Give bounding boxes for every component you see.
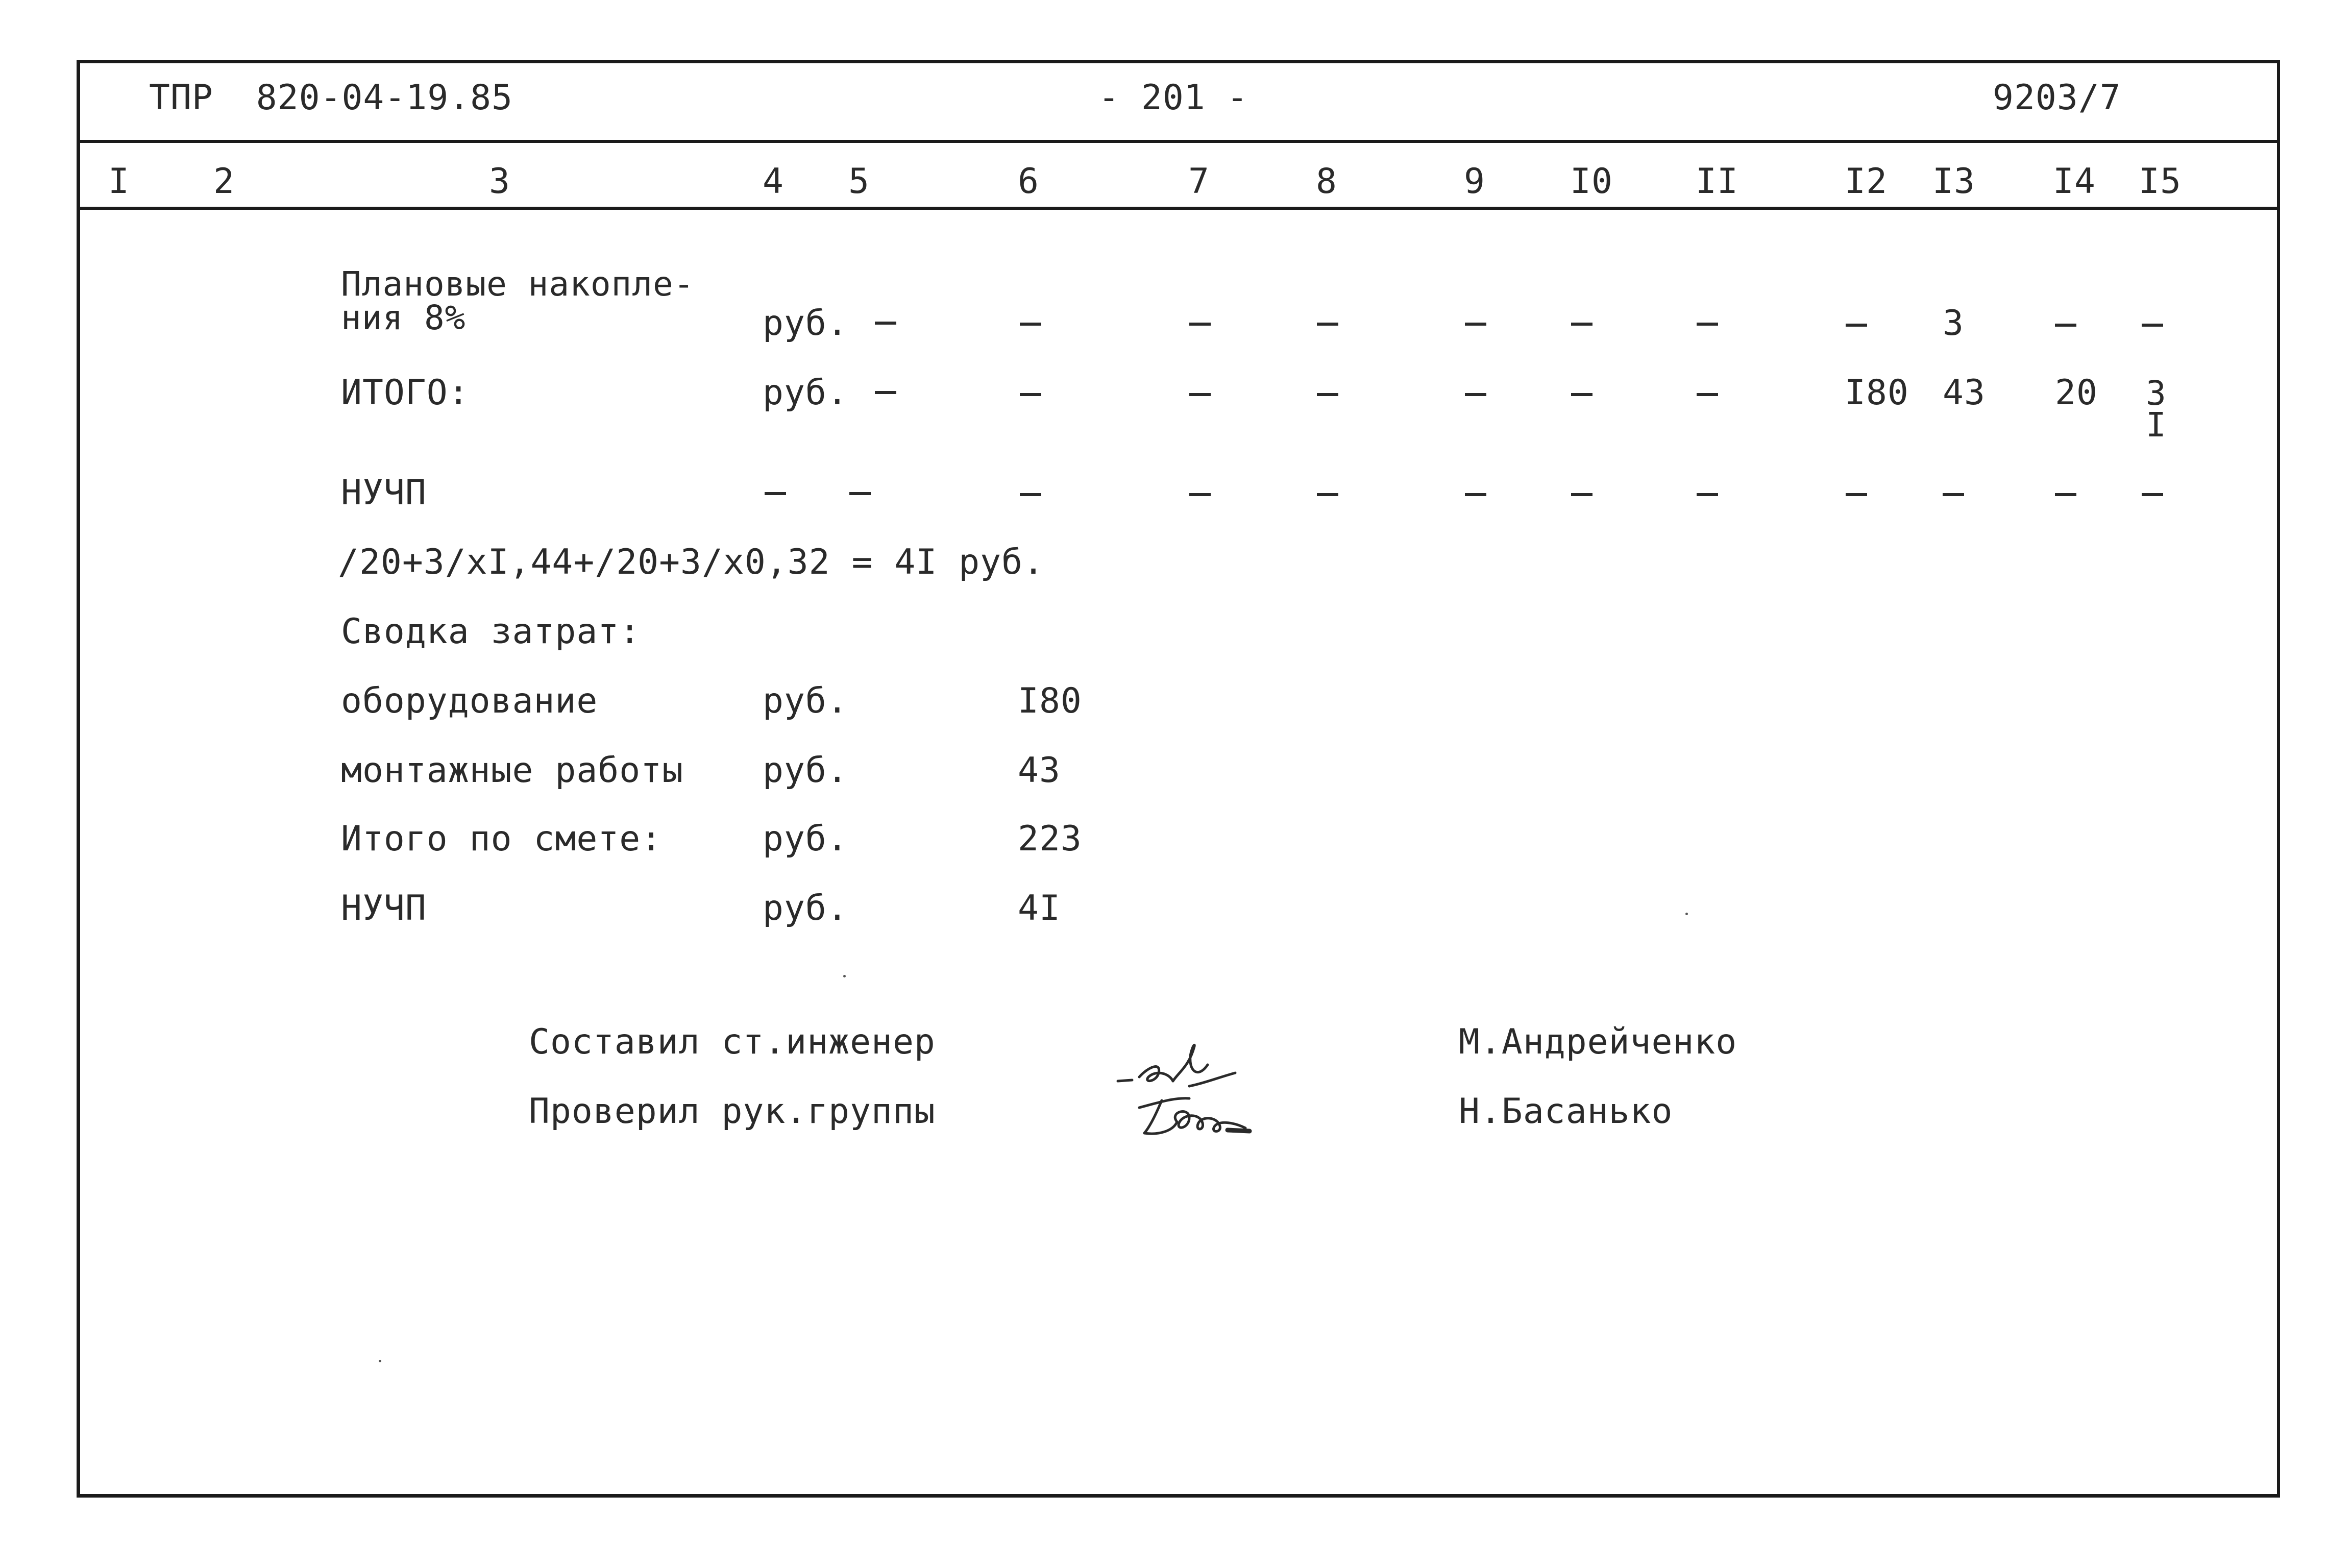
summary-value-equipment: I80 [1018,681,1082,721]
total-c11-dash [1697,393,1718,396]
nuchp-c14-dash [2055,493,2076,496]
summary-unit-nuchp: руб. [763,888,848,928]
nuchp-formula: /20+3/xI,44+/20+3/x0,32 = 4I руб. [338,542,1045,582]
plan-savings-label-line2: ния 8% [341,298,466,337]
summary-value-estimate-total: 223 [1018,819,1082,859]
plan-c11-dash [1697,323,1718,326]
composed-by-name: М.Андрейченко [1459,1022,1737,1062]
cost-summary-title: Сводка затрат: [341,611,641,652]
plan-c7-dash [1189,323,1211,326]
total-c8-dash [1317,393,1338,396]
column-header-3: 3 [489,161,510,202]
nuchp-c11-dash [1697,493,1718,496]
nuchp-c9-dash [1465,493,1486,496]
summary-label-estimate-total: Итого по смете: [341,819,663,859]
plan-c14-dash [2055,324,2076,327]
plan-savings-label-line1: Плановые накопле- [341,264,695,304]
summary-label-nuchp: НУЧП [341,888,427,928]
total-c5-dash [875,391,896,394]
column-header-14: I4 [2053,161,2096,202]
summary-unit-installation: руб. [763,750,848,791]
total-label: ИТОГО: [341,373,470,413]
nuchp-c12-dash [1846,493,1867,496]
plan-c15-dash [2142,324,2163,327]
summary-unit-equipment: руб. [763,681,848,721]
column-header-6: 6 [1018,161,1039,202]
nuchp-c7-dash [1189,493,1211,496]
total-c7-dash [1189,393,1211,396]
column-header-4: 4 [763,161,784,202]
nuchp-c5-dash [849,492,871,495]
plan-c12-dash [1846,324,1867,327]
nuchp-c6-dash [1020,493,1041,496]
column-header-12: I2 [1845,161,1888,202]
plan-savings-unit: руб. [763,303,848,344]
column-header-11: II [1696,161,1738,202]
plan-c13-value: 3 [1943,303,1964,344]
column-header-5: 5 [848,161,870,202]
total-unit: руб. [763,373,848,413]
summary-value-nuchp: 4I [1018,888,1061,928]
nuchp-c4-dash [765,492,786,495]
composed-by-label: Составил ст.инженер [529,1022,936,1062]
nuchp-label: НУЧП [341,473,427,513]
nuchp-c10-dash [1571,493,1592,496]
column-header-9: 9 [1464,161,1485,202]
column-header-10: I0 [1570,161,1613,202]
doc-number: 9203/7 [1993,78,2121,118]
summary-label-equipment: оборудование [341,681,598,721]
scan-speck [379,1360,381,1362]
column-header-7: 7 [1188,161,1210,202]
plan-c9-dash [1465,323,1486,326]
total-c13-value: 43 [1943,373,1986,413]
page-number: - 201 - [1098,78,1248,118]
total-c10-dash [1571,393,1592,396]
column-header-1: I [108,161,130,202]
checked-by-name: Н.Басанько [1459,1091,1673,1132]
summary-unit-estimate-total: руб. [763,819,848,859]
column-header-8: 8 [1316,161,1337,202]
column-header-13: I3 [1932,161,1975,202]
total-c12-value: I80 [1845,373,1909,413]
nuchp-c8-dash [1317,493,1338,496]
nuchp-c15-dash [2142,493,2163,496]
column-header-15: I5 [2139,161,2182,202]
handwritten-signatures [1113,1026,1307,1143]
plan-c5-dash [875,322,896,325]
total-c15-bottom: I [2146,405,2167,445]
doc-code: ТПР 820-04-19.85 [149,78,513,118]
nuchp-c13-dash [1943,493,1964,496]
summary-value-installation: 43 [1018,750,1061,791]
total-c14-value: 20 [2055,373,2098,413]
scan-speck [843,975,846,977]
plan-c6-dash [1020,323,1041,326]
summary-label-installation: монтажные работы [341,750,684,791]
checked-by-label: Проверил рук.группы [529,1091,936,1132]
column-header-divider [77,207,2280,210]
plan-c8-dash [1317,323,1338,326]
total-c6-dash [1020,393,1041,396]
column-header-2: 2 [213,161,235,202]
total-c15-top: 3 [2146,374,2167,413]
total-c9-dash [1465,393,1486,396]
scan-speck [1685,913,1688,915]
plan-c10-dash [1571,323,1592,326]
header-divider [77,140,2280,143]
